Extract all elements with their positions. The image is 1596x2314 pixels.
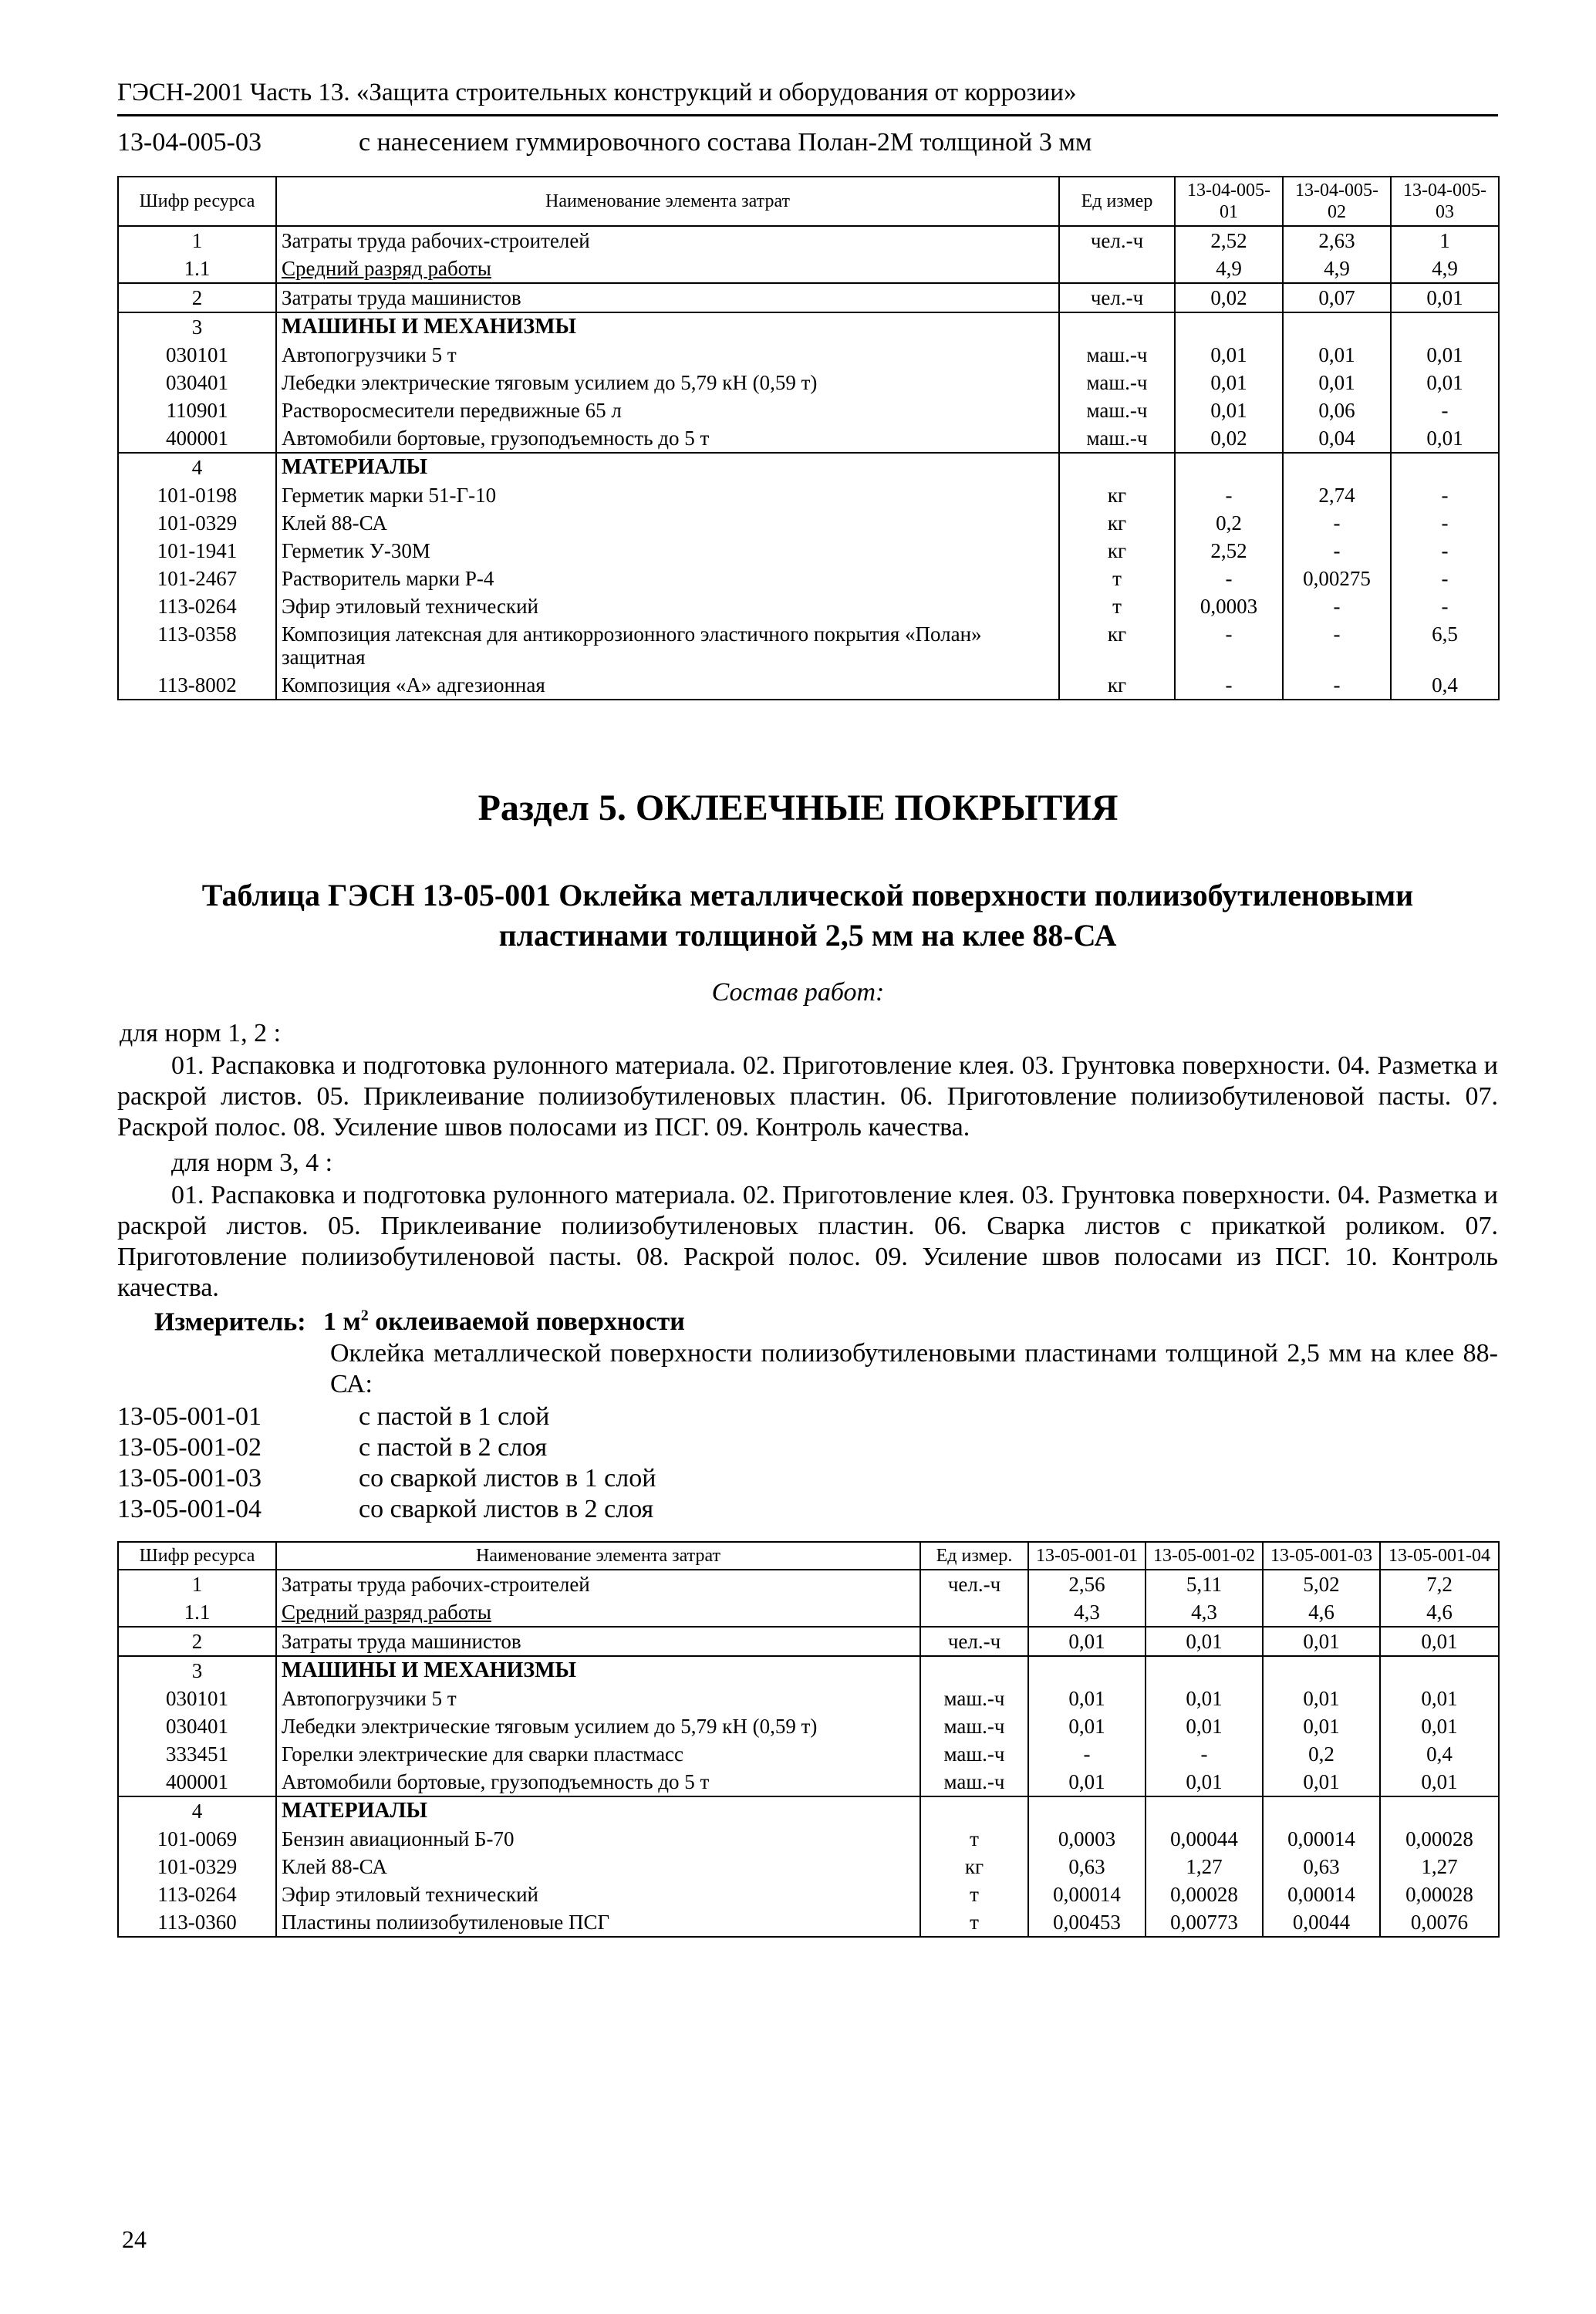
table-row xyxy=(118,1685,1499,1712)
norm-value: 1 xyxy=(1391,226,1499,255)
norm-value: 0,00773 xyxy=(1146,1908,1263,1937)
unit: т xyxy=(920,1825,1028,1853)
norm-value: 0,0076 xyxy=(1380,1908,1499,1937)
table-row xyxy=(118,312,1499,341)
norm-value: 2,52 xyxy=(1175,537,1283,565)
column-header: Ед измер. xyxy=(920,1542,1028,1570)
meter-value: 1 $м^2$ оклеиваемой поверхности xyxy=(323,1307,685,1337)
resource-code: 101-0329 xyxy=(118,509,276,537)
table-row xyxy=(118,453,1499,481)
norm-value xyxy=(1380,1656,1499,1685)
norm-value: 4,3 xyxy=(1028,1598,1146,1627)
resource-name: Автопогрузчики 5 т xyxy=(276,341,1059,369)
table-row xyxy=(118,1881,1499,1908)
norm-value: 1,27 xyxy=(1146,1853,1263,1881)
norm-value: - xyxy=(1028,1740,1146,1768)
norm-value: - xyxy=(1391,565,1499,592)
unit: кг xyxy=(1059,481,1175,509)
norm-value: - xyxy=(1391,592,1499,620)
norm-code: 13-05-001-01 xyxy=(117,1402,262,1431)
resource-code: 400001 xyxy=(118,424,276,453)
norm-value: 2,56 xyxy=(1028,1570,1146,1598)
resource-name: Автопогрузчики 5 т xyxy=(276,1685,920,1712)
resource-name: Композиция латексная для антикоррозионного эластичного покрытия «Полан» защитная xyxy=(276,620,1059,671)
norm-value: 0,01 xyxy=(1028,1768,1146,1796)
norm-value xyxy=(1283,453,1391,481)
resource-name: МАТЕРИАЛЫ xyxy=(276,1796,920,1825)
norm-value: 0,01 xyxy=(1028,1712,1146,1740)
resource-code: 2 xyxy=(118,283,276,312)
norm-value xyxy=(1146,1656,1263,1685)
unit: чел.-ч xyxy=(1059,283,1175,312)
norm-value xyxy=(1283,312,1391,341)
resource-code: 333451 xyxy=(118,1740,276,1768)
resource-code: 030101 xyxy=(118,341,276,369)
column-header: 13-04-005-01 xyxy=(1175,177,1283,226)
norm-value: 0,07 xyxy=(1283,283,1391,312)
resource-code: 4 xyxy=(118,1796,276,1825)
unit: чел.-ч xyxy=(1059,226,1175,255)
resource-name: Затраты труда машинистов xyxy=(276,1627,920,1656)
norm-value: 4,6 xyxy=(1263,1598,1380,1627)
norm-value: 0,00028 xyxy=(1380,1881,1499,1908)
norm-value: 0,01 xyxy=(1263,1627,1380,1656)
table-row xyxy=(118,424,1499,453)
norm-value: 0,01 xyxy=(1283,369,1391,396)
resource-name: Автомобили бортовые, грузоподъемность до 5 т xyxy=(276,1768,920,1796)
resource-name: Композиция «А» адгезионная xyxy=(276,671,1059,700)
resource-name: Затраты труда рабочих-строителей xyxy=(276,1570,920,1598)
norm-value: 0,63 xyxy=(1263,1853,1380,1881)
resource-name: Герметик марки 51-Г-10 xyxy=(276,481,1059,509)
norm-value: 0,01 xyxy=(1391,341,1499,369)
table-row xyxy=(118,620,1499,671)
norm-value: 0,0044 xyxy=(1263,1908,1380,1937)
resource-code: 1 xyxy=(118,226,276,255)
norm-value: 0,2 xyxy=(1263,1740,1380,1768)
resource-code: 1 xyxy=(118,1570,276,1598)
resource-name: Растворосмесители передвижные 65 л xyxy=(276,396,1059,424)
norm-value: - xyxy=(1391,509,1499,537)
norm-value: 0,01 xyxy=(1028,1627,1146,1656)
norm-value: - xyxy=(1175,481,1283,509)
norm-value: 0,01 xyxy=(1146,1685,1263,1712)
resource-code: 400001 xyxy=(118,1768,276,1796)
norm-value xyxy=(1263,1656,1380,1685)
unit: маш.-ч xyxy=(920,1740,1028,1768)
norm-value: 0,4 xyxy=(1380,1740,1499,1768)
meter-line xyxy=(154,1307,685,1337)
table-row xyxy=(118,1853,1499,1881)
norm-value: 2,74 xyxy=(1283,481,1391,509)
resource-name: Лебедки электрические тяговым усилием до 5,79 кН (0,59 т) xyxy=(276,1712,920,1740)
unit: маш.-ч xyxy=(1059,424,1175,453)
table-row xyxy=(118,1598,1499,1627)
unit: маш.-ч xyxy=(1059,396,1175,424)
norm-code: 13-05-001-02 xyxy=(117,1433,262,1462)
resource-code: 113-8002 xyxy=(118,671,276,700)
resource-name: Затраты труда машинистов xyxy=(276,283,1059,312)
norm-value: 4,6 xyxy=(1380,1598,1499,1627)
norm-value: 0,02 xyxy=(1175,424,1283,453)
norm-value: 0,01 xyxy=(1283,341,1391,369)
norm-value: - xyxy=(1283,620,1391,671)
norm-value: 0,00028 xyxy=(1380,1825,1499,1853)
unit: т xyxy=(1059,592,1175,620)
unit: чел.-ч xyxy=(920,1627,1028,1656)
resource-name: Горелки электрические для сварки пластмасс xyxy=(276,1740,920,1768)
norm-value xyxy=(1028,1656,1146,1685)
norm-value: 0,0003 xyxy=(1028,1825,1146,1853)
table-title: Таблица ГЭСН 13-05-001 Оклейка металлической поверхности полиизобутиленовыми пластинами толщиной 2,5 мм на клее 88-СА xyxy=(201,878,1414,953)
unit: кг xyxy=(1059,671,1175,700)
resource-name: Пластины полиизобутиленовые ПСГ xyxy=(276,1908,920,1937)
norm-value: 0,01 xyxy=(1146,1627,1263,1656)
norm-description: с пастой в 2 слоя xyxy=(359,1433,548,1462)
table1-norm-code: 13-04-005-03 xyxy=(117,128,262,157)
column-header: 13-05-001-02 xyxy=(1146,1542,1263,1570)
unit xyxy=(1059,255,1175,283)
resource-table-2 xyxy=(117,1541,1500,1938)
resource-code: 113-0360 xyxy=(118,1908,276,1937)
resource-code: 030401 xyxy=(118,1712,276,1740)
unit: маш.-ч xyxy=(1059,369,1175,396)
norm-value: 5,02 xyxy=(1263,1570,1380,1598)
norm-value: 0,01 xyxy=(1380,1685,1499,1712)
unit: кг xyxy=(920,1853,1028,1881)
norm-value: - xyxy=(1146,1740,1263,1768)
unit xyxy=(920,1796,1028,1825)
norm-value: 0,01 xyxy=(1391,424,1499,453)
norm-value: 2,52 xyxy=(1175,226,1283,255)
column-header: 13-05-001-04 xyxy=(1380,1542,1499,1570)
norm-value: - xyxy=(1283,537,1391,565)
table-row xyxy=(118,283,1499,312)
resource-name: Клей 88-СА xyxy=(276,1853,920,1881)
resource-code: 030101 xyxy=(118,1685,276,1712)
unit xyxy=(1059,453,1175,481)
unit: маш.-ч xyxy=(1059,341,1175,369)
norm-value: 0,01 xyxy=(1263,1712,1380,1740)
norm-value: 0,01 xyxy=(1263,1685,1380,1712)
table-row xyxy=(118,1712,1499,1740)
norm-value: 4,9 xyxy=(1175,255,1283,283)
resource-code: 113-0264 xyxy=(118,1881,276,1908)
norm-value: - xyxy=(1283,671,1391,700)
norm-value: 7,2 xyxy=(1380,1570,1499,1598)
resource-name: Автомобили бортовые, грузоподъемность до 5 т xyxy=(276,424,1059,453)
norm-value xyxy=(1175,312,1283,341)
norm-value: 0,01 xyxy=(1028,1685,1146,1712)
table-row xyxy=(118,671,1499,700)
norm-value: 0,02 xyxy=(1175,283,1283,312)
norm-value: 0,01 xyxy=(1175,396,1283,424)
norm-value: 0,0003 xyxy=(1175,592,1283,620)
resource-code: 101-0069 xyxy=(118,1825,276,1853)
norm-value: 0,01 xyxy=(1175,341,1283,369)
column-header: Шифр ресурса xyxy=(118,1542,276,1570)
norm-value: 0,01 xyxy=(1380,1712,1499,1740)
table-row xyxy=(118,226,1499,255)
resource-name: Эфир этиловый технический xyxy=(276,592,1059,620)
norm-value: 0,00014 xyxy=(1263,1881,1380,1908)
resource-name: Затраты труда рабочих-строителей xyxy=(276,226,1059,255)
page-number: 24 xyxy=(122,2225,147,2253)
resource-name: Герметик У-30М xyxy=(276,537,1059,565)
table-row xyxy=(118,1796,1499,1825)
header-rule xyxy=(117,114,1498,116)
norm-code: 13-05-001-03 xyxy=(117,1464,262,1493)
resource-code: 3 xyxy=(118,1656,276,1685)
resource-code: 101-0198 xyxy=(118,481,276,509)
norm-value: 0,4 xyxy=(1391,671,1499,700)
norms-1-2-text: 01. Распаковка и подготовка рулонного материала. 02. Приготовление клея. 03. Грунтовка поверхности. 04. Разметка и раскрой листов. 05. Приклеивание полиизобутиленовых пластин. 06. Приготовление полиизобутиленовой пасты. 07. Раскрой полос. 08. Усиление швов полосами из ПСГ. 09. Контроль качества. xyxy=(117,1051,1498,1142)
resource-code: 101-0329 xyxy=(118,1853,276,1881)
norm-code: 13-05-001-04 xyxy=(117,1495,262,1523)
column-header: Ед измер xyxy=(1059,177,1175,226)
norm-value: 0,01 xyxy=(1263,1768,1380,1796)
resource-code: 4 xyxy=(118,453,276,481)
norm-value: 0,01 xyxy=(1391,369,1499,396)
norms-3-4-label: для норм 3, 4 : xyxy=(171,1149,333,1177)
norm-value: 4,9 xyxy=(1283,255,1391,283)
column-header: 13-05-001-03 xyxy=(1263,1542,1380,1570)
norm-description: с пастой в 1 слой xyxy=(359,1402,550,1431)
resource-name: Лебедки электрические тяговым усилием до 5,79 кН (0,59 т) xyxy=(276,369,1059,396)
norm-value: 0,01 xyxy=(1146,1768,1263,1796)
column-header: Наименование элемента затрат xyxy=(276,177,1059,226)
norm-value xyxy=(1263,1796,1380,1825)
norm-value: 1,27 xyxy=(1380,1853,1499,1881)
norm-value: 4,3 xyxy=(1146,1598,1263,1627)
resource-name: Клей 88-СА xyxy=(276,509,1059,537)
table-header-row xyxy=(118,1542,1499,1570)
norm-value: 0,01 xyxy=(1175,369,1283,396)
norm-value: - xyxy=(1283,509,1391,537)
norm-value: 0,00028 xyxy=(1146,1881,1263,1908)
table-row xyxy=(118,1825,1499,1853)
unit: кг xyxy=(1059,509,1175,537)
norm-value: 0,00453 xyxy=(1028,1908,1146,1937)
unit xyxy=(1059,312,1175,341)
norm-value: 0,00275 xyxy=(1283,565,1391,592)
resource-name: Эфир этиловый технический xyxy=(276,1881,920,1908)
resource-name: Средний разряд работы xyxy=(276,1598,920,1627)
resource-name: Бензин авиационный Б-70 xyxy=(276,1825,920,1853)
resource-code: 030401 xyxy=(118,369,276,396)
table-row xyxy=(118,341,1499,369)
norm-value xyxy=(1391,453,1499,481)
norm-value xyxy=(1028,1796,1146,1825)
unit xyxy=(920,1598,1028,1627)
norm-value: 0,63 xyxy=(1028,1853,1146,1881)
unit: маш.-ч xyxy=(920,1712,1028,1740)
resource-name: МАШИНЫ И МЕХАНИЗМЫ xyxy=(276,1656,920,1685)
resource-code: 1.1 xyxy=(118,1598,276,1627)
resource-code: 113-0358 xyxy=(118,620,276,671)
table-row xyxy=(118,1570,1499,1598)
norm-value: 4,9 xyxy=(1391,255,1499,283)
unit: кг xyxy=(1059,537,1175,565)
norm-value: - xyxy=(1391,396,1499,424)
norm-value: 0,01 xyxy=(1146,1712,1263,1740)
resource-name: Средний разряд работы xyxy=(276,255,1059,283)
norm-value xyxy=(1380,1796,1499,1825)
unit: т xyxy=(1059,565,1175,592)
table-row xyxy=(118,369,1499,396)
norm-value: 0,01 xyxy=(1391,283,1499,312)
norm-description: со сваркой листов в 2 слоя xyxy=(359,1495,654,1523)
norm-value: 0,01 xyxy=(1380,1627,1499,1656)
table-row xyxy=(118,592,1499,620)
unit xyxy=(920,1656,1028,1685)
table-row xyxy=(118,481,1499,509)
table-row xyxy=(118,255,1499,283)
unit: чел.-ч xyxy=(920,1570,1028,1598)
composition-label: Состав работ: xyxy=(711,978,885,1007)
resource-code: 101-2467 xyxy=(118,565,276,592)
norm-value xyxy=(1175,453,1283,481)
norm-value: 0,06 xyxy=(1283,396,1391,424)
resource-code: 2 xyxy=(118,1627,276,1656)
norm-value: - xyxy=(1175,620,1283,671)
unit: т xyxy=(920,1881,1028,1908)
resource-name: МАШИНЫ И МЕХАНИЗМЫ xyxy=(276,312,1059,341)
norm-value: 0,01 xyxy=(1380,1768,1499,1796)
unit: т xyxy=(920,1908,1028,1937)
resource-code: 3 xyxy=(118,312,276,341)
table-row xyxy=(118,1768,1499,1796)
column-header: Шифр ресурса xyxy=(118,177,276,226)
norm-value: 0,04 xyxy=(1283,424,1391,453)
table-row xyxy=(118,1627,1499,1656)
resource-table-1 xyxy=(117,176,1500,700)
meter-label: Измеритель: xyxy=(154,1307,306,1337)
table-row xyxy=(118,1656,1499,1685)
table-row xyxy=(118,537,1499,565)
unit: маш.-ч xyxy=(920,1685,1028,1712)
resource-name: Растворитель марки Р-4 xyxy=(276,565,1059,592)
table-row xyxy=(118,509,1499,537)
column-header: 13-05-001-01 xyxy=(1028,1542,1146,1570)
resource-code: 113-0264 xyxy=(118,592,276,620)
norm-value: 0,00014 xyxy=(1028,1881,1146,1908)
section-title: Раздел 5. ОКЛЕЕЧНЫЕ ПОКРЫТИЯ xyxy=(477,788,1119,828)
norm-value: - xyxy=(1175,671,1283,700)
column-header: Наименование элемента затрат xyxy=(276,1542,920,1570)
table-row xyxy=(118,1908,1499,1937)
resource-code: 101-1941 xyxy=(118,537,276,565)
unit: кг xyxy=(1059,620,1175,671)
resource-name: МАТЕРИАЛЫ xyxy=(276,453,1059,481)
norm-description: со сваркой листов в 1 слой xyxy=(359,1464,656,1493)
table1-norm-description: с нанесением гуммировочного состава Полан-2М толщиной 3 мм xyxy=(359,128,1092,157)
norm-value: 6,5 xyxy=(1391,620,1499,671)
norms-3-4-text: 01. Распаковка и подготовка рулонного материала. 02. Приготовление клея. 03. Грунтовка поверхности. 04. Разметка и раскрой листов. 05. Приклеивание полиизобутиленовых пластин. 06. Сварка листов с прикаткой роликом. 07. Приготовление полиизобутиленовой пасты. 08. Раскрой полос. 09. Усиление швов полосами из ПСГ. 10. Контроль качества. xyxy=(117,1181,1498,1302)
running-header: ГЭСН-2001 Часть 13. «Защита строительных конструкций и оборудования от коррозии» xyxy=(117,79,1077,106)
resource-code: 110901 xyxy=(118,396,276,424)
column-header: 13-04-005-03 xyxy=(1391,177,1499,226)
norm-value xyxy=(1391,312,1499,341)
table-row xyxy=(118,1740,1499,1768)
norm-value: 5,11 xyxy=(1146,1570,1263,1598)
unit: маш.-ч xyxy=(920,1768,1028,1796)
norm-value: 0,2 xyxy=(1175,509,1283,537)
norms-1-2-label: для норм 1, 2 : xyxy=(120,1019,282,1047)
table-row xyxy=(118,565,1499,592)
resource-code: 1.1 xyxy=(118,255,276,283)
norm-value: - xyxy=(1283,592,1391,620)
norm-intro: Оклейка металлической поверхности полиизобутиленовыми пластинами толщиной 2,5 мм на клее 88-СА: xyxy=(330,1339,1498,1398)
norm-value: - xyxy=(1391,537,1499,565)
column-header: 13-04-005-02 xyxy=(1283,177,1391,226)
norm-value: 0,00014 xyxy=(1263,1825,1380,1853)
table-header-row xyxy=(118,177,1499,226)
norm-value: - xyxy=(1391,481,1499,509)
table-row xyxy=(118,396,1499,424)
norm-value: 0,00044 xyxy=(1146,1825,1263,1853)
norm-value: - xyxy=(1175,565,1283,592)
norm-value xyxy=(1146,1796,1263,1825)
norm-value: 2,63 xyxy=(1283,226,1391,255)
